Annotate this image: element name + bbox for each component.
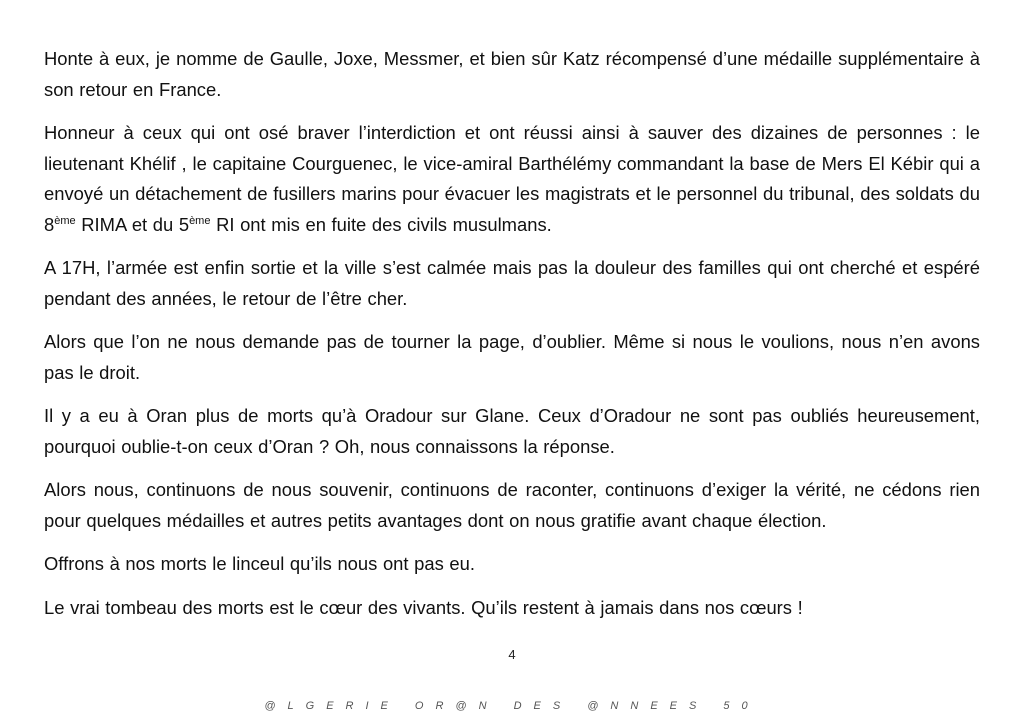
paragraph-text: RIMA et du 5 xyxy=(75,213,190,235)
paragraph xyxy=(44,549,980,580)
paragraph xyxy=(44,401,980,462)
paragraph-text: Offrons à nos morts le linceul qu’ils nous ont pas eu. xyxy=(44,553,475,574)
paragraph xyxy=(44,593,980,624)
document-body xyxy=(44,44,980,636)
paragraph-text: Honte à eux, je nomme de Gaulle, Joxe, Messmer, et bien sûr Katz récompensé d’une médaille supplémentaire à son retour en France. xyxy=(44,48,980,100)
paragraph xyxy=(44,327,980,388)
paragraph-text: Alors nous, continuons de nous souvenir, continuons de raconter, continuons d’exiger la vérité, ne cédons rien pour quelques médailles et autres petits avantages dont on nous gratifie avant chaque élection. xyxy=(44,479,980,531)
paragraph-text: A 17H, l’armée est enfin sortie et la ville s’est calmée mais pas la douleur des familles qui ont cherché et espéré pendant des années, le retour de l’être cher. xyxy=(44,257,980,309)
paragraph-text: RI ont mis en fuite des civils musulmans. xyxy=(210,213,552,235)
paragraph xyxy=(44,253,980,314)
paragraph-text: Alors que l’on ne nous demande pas de tourner la page, d’oublier. Même si nous le voulions, nous n’en avons pas le droit. xyxy=(44,331,980,383)
paragraph xyxy=(44,475,980,536)
page-number: 4 xyxy=(508,647,516,662)
superscript: ème xyxy=(189,214,211,227)
superscript: ème xyxy=(54,214,76,227)
paragraph xyxy=(44,44,980,105)
paragraph-text: Le vrai tombeau des morts est le cœur des vivants. Qu’ils restent à jamais dans nos cœurs ! xyxy=(44,596,803,618)
paragraph-text: Il y a eu à Oran plus de morts qu’à Oradour sur Glane. Ceux d’Oradour ne sont pas oubliés heureusement, pourquoi oublie-t-on ceux d’Oran ? Oh, nous connaissons la réponse. xyxy=(44,405,980,457)
paragraph xyxy=(44,118,980,240)
paragraph-text: Honneur à ceux qui ont osé braver l’interdiction et ont réussi ainsi à sauver des dizaines de personnes : le lieutenant Khélif , le capitaine Courguenec, le vice-amiral Barthélémy commandant la base de Mers El Kébir qui a envoyé un détachement de fusillers marins pour évacuer les magistrats et le personnel du tribunal, des soldats du 8 xyxy=(44,122,980,235)
footer-watermark: @LGERIE OR@N DES @NNEES 50 xyxy=(264,700,760,712)
